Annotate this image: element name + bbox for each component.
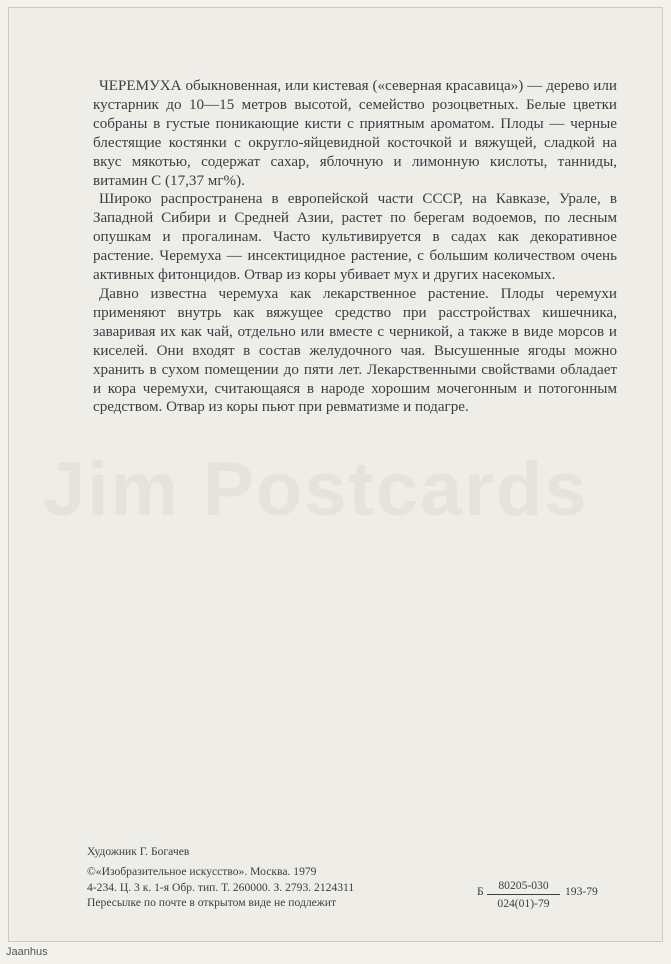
postcard-back xyxy=(8,7,663,942)
artist-credit: Художник Г. Богачев xyxy=(87,845,190,858)
description-text xyxy=(93,77,617,417)
print-info-line: 4-234. Ц. 3 к. 1-я Обр. тип. Т. 260000. З. 2793. 2124311 xyxy=(87,880,355,894)
paragraph-distribution: Широко распространена в европейской части СССР, на Кавказе, Урале, в Западной Сибири и Средней Азии, растет по берегам водоемов, по лесным опушкам и прогалинам. Часто культивируется в садах как декоративное растение. Черемуха — инсектицидное растение, с большим количеством очень активных фитонцидов. Отвар из коры убивает мух и других насекомых. xyxy=(93,191,617,284)
source-tag: Jaanhus xyxy=(6,946,48,958)
paragraph-medicinal-use: Давно известна черемуха как лекарственное растение. Плоды черемухи применяют внутрь как вяжущее средство при расстройствах кишечника, заваривая их как чай, отдельно или вместе с черникой, а также в виде морсов и киселей. Они входят в состав желудочного чая. Высушенные ягоды можно хранить в сухом помещении до пяти лет. Лекарственными свойствами обладает и кора черемухи, считающаяся в народе хорошим мочегонным и потогонным средством. Отвар из коры пьют при ревматизме и подагре. xyxy=(93,285,617,416)
catalog-code-letter: Б xyxy=(477,885,484,898)
publisher-line: ©«Изобразительное искусство». Москва. 1979 xyxy=(87,864,317,878)
mail-note-line: Пересылке по почте в открытом виде не подлежит xyxy=(87,896,337,910)
watermark: Jim Postcards xyxy=(43,447,589,532)
paragraph-description: ЧЕРЕМУХА обыкновенная, или кистевая («северная красавица») — дерево или кустарник до 10—15 метров высотой, семейство розоцветных. Белые цветки собраны в густые поникающие кисти с приятным ароматом. Плоды — черные блестящие костянки с округло-яйцевидной косточкой и вяжущей, сладкой на вкус мякотью, содержат сахар, яблочную и лимонную кислоты, танниды, витамин С (17,37 мг%). xyxy=(93,78,617,189)
catalog-code-suffix: 193-79 xyxy=(565,885,598,898)
catalog-code-denominator: 024(01)-79 xyxy=(497,897,550,910)
imprint xyxy=(87,844,354,911)
catalog-code-fraction xyxy=(487,878,560,911)
catalog-code-numerator: 80205-030 xyxy=(487,878,560,895)
